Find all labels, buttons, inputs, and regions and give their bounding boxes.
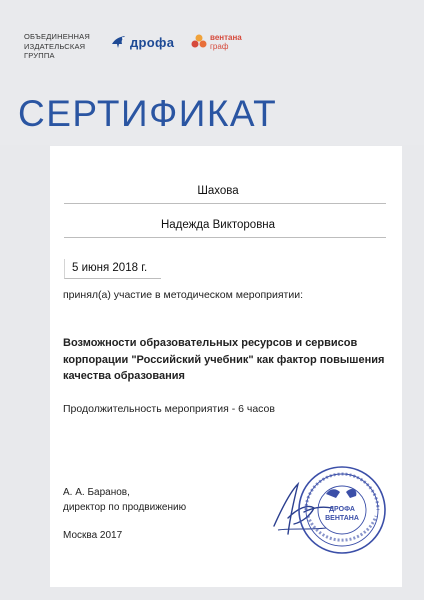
drofa-bird-icon [111, 35, 127, 49]
city-year: Москва 2017 [63, 530, 123, 541]
stamp-center-line-1: ДРОФА [329, 506, 355, 513]
event-duration: Продолжительность мероприятия - 6 часов [63, 403, 275, 415]
drofa-logo [111, 33, 174, 51]
surname-underline [64, 203, 386, 204]
ventana-logo-line-1: вентана [210, 33, 242, 42]
official-stamp [296, 464, 388, 556]
publisher-group-label [24, 32, 90, 61]
certificate-header [0, 0, 424, 145]
certificate-title: СЕРТИФИКАТ [18, 93, 278, 134]
certificate-date: 5 июня 2018 г. [72, 262, 148, 274]
publisher-group-line-2: ИЗДАТЕЛЬСКАЯ [24, 41, 86, 51]
signer-name: А. А. Баранов, [63, 487, 130, 498]
signer-role: директор по продвижению [63, 502, 187, 513]
recipient-first-name: Надежда Викторовна [160, 219, 276, 231]
participation-text: принял(а) участие в методическом мероприятии: [63, 289, 304, 301]
publisher-group-line-3: ГРУППА [24, 51, 55, 60]
ventana-graf-logo [191, 32, 242, 52]
ventana-logo-line-2: граф [210, 42, 229, 51]
publisher-group-line-1: ОБЪЕДИНЕННАЯ [24, 32, 90, 41]
stamp-center-line-2: ВЕНТАНА [325, 515, 359, 522]
first-name-underline [64, 237, 386, 238]
drofa-logo-text: дрофа [130, 34, 175, 50]
event-title: Возможности образовательных ресурсов и сервисов корпорации "Российский учебник" как фактор повышения качества образования [63, 337, 385, 382]
ventana-flower-icon [191, 34, 207, 50]
recipient-surname: Шахова [197, 185, 239, 197]
certificate-body [50, 146, 402, 587]
